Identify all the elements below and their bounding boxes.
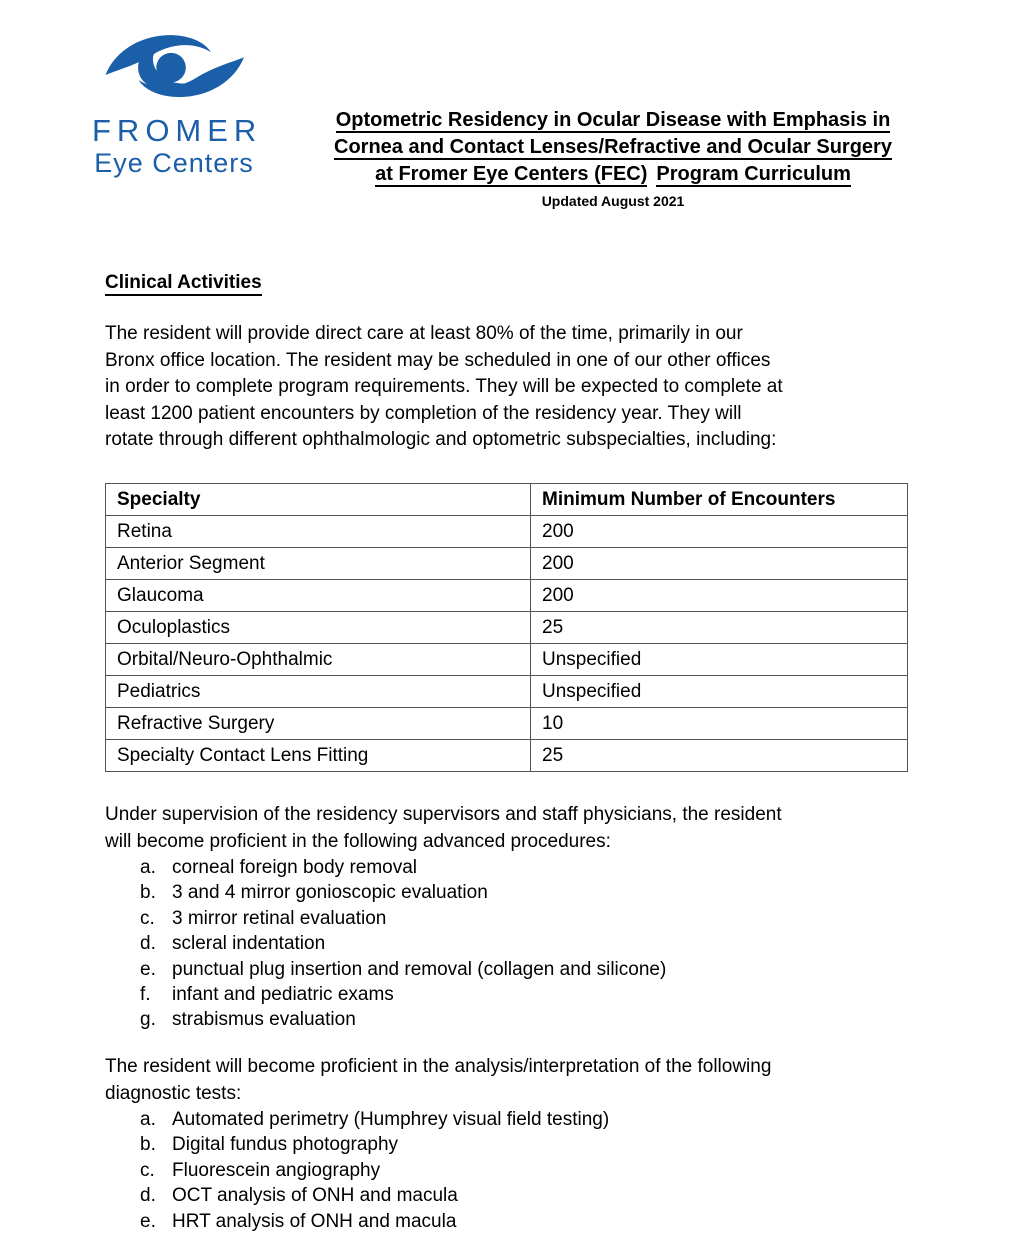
minimum-cell: 10 xyxy=(531,708,908,740)
list-text: OCT analysis of ONH and macula xyxy=(172,1185,458,1207)
minimum-cell: Unspecified xyxy=(531,676,908,708)
list-item xyxy=(140,1158,609,1183)
minimum-cell: 200 xyxy=(531,516,908,548)
title-line-3: at Fromer Eye Centers (FEC) Program Curriculum xyxy=(375,163,851,185)
title-line-2: Cornea and Contact Lenses/Refractive and Ocular Surgery xyxy=(334,136,892,158)
list-item xyxy=(140,855,666,880)
list-text: infant and pediatric exams xyxy=(172,984,394,1006)
list-marker: g. xyxy=(140,1009,156,1031)
list-item xyxy=(140,1132,609,1157)
specialty-cell: Retina xyxy=(106,516,531,548)
table-row xyxy=(106,548,908,580)
list-text: Fluorescein angiography xyxy=(172,1159,381,1181)
list-marker: a. xyxy=(140,857,156,878)
diagnostics-intro: The resident will become proficient in the analysis/interpretation of the following diagnostic tests: xyxy=(105,1056,772,1104)
list-item xyxy=(140,906,666,931)
list-item xyxy=(140,1007,666,1032)
updated-note: Updated August 2021 xyxy=(541,193,685,209)
list-text: corneal foreign body removal xyxy=(172,857,418,878)
list-text: 3 and 4 mirror gonioscopic evaluation xyxy=(172,882,488,904)
list-marker: b. xyxy=(140,882,156,904)
list-marker: d. xyxy=(140,933,156,955)
table-row xyxy=(106,676,908,708)
table-row xyxy=(106,644,908,676)
minimum-cell: 200 xyxy=(531,580,908,612)
list-marker: c. xyxy=(140,907,155,929)
intro-paragraph: The resident will provide direct care at least 80% of the time, primarily in our Bronx office location. The resident may be scheduled in one of our other offices in order to complete program requirements. They will be expected to complete at least 1200 patient encounters by completion of the residency year. They will rotate through different ophthalmologic and optometric subspecialties, including: xyxy=(105,323,783,450)
table-row xyxy=(106,580,908,612)
list-marker: e. xyxy=(140,958,156,980)
list-text: 3 mirror retinal evaluation xyxy=(172,907,387,929)
list-item xyxy=(140,931,666,956)
specialty-cell: Specialty Contact Lens Fitting xyxy=(106,740,531,772)
list-item xyxy=(140,957,666,982)
table-row xyxy=(106,516,908,548)
list-item xyxy=(140,1183,609,1208)
minimum-cell: 200 xyxy=(531,548,908,580)
list-item xyxy=(140,982,666,1007)
specialty-cell: Orbital/Neuro-Ophthalmic xyxy=(106,644,531,676)
list-text: scleral indentation xyxy=(172,933,326,955)
list-text: Digital fundus photography xyxy=(172,1134,399,1156)
list-marker: b. xyxy=(140,1134,156,1156)
fromer-logo xyxy=(92,30,263,178)
specialty-cell: Glaucoma xyxy=(106,580,531,612)
procedures-intro: Under supervision of the residency supervisors and staff physicians, the resident will become proficient in the following advanced procedures: xyxy=(105,804,782,852)
encounters-table xyxy=(105,483,908,772)
specialty-cell: Oculoplastics xyxy=(106,612,531,644)
minimum-cell: Unspecified xyxy=(531,644,908,676)
document-title xyxy=(288,107,938,210)
table-header-specialty: Specialty xyxy=(106,484,531,516)
brand-name: FROMER xyxy=(92,113,263,148)
specialty-cell: Pediatrics xyxy=(106,676,531,708)
list-marker: e. xyxy=(140,1210,156,1232)
table-header-minimum: Minimum Number of Encounters xyxy=(531,484,908,516)
title-line-1: Optometric Residency in Ocular Disease with Emphasis in xyxy=(335,109,891,131)
minimum-cell: 25 xyxy=(531,612,908,644)
list-text: Automated perimetry (Humphrey visual field testing) xyxy=(172,1109,610,1130)
list-text: HRT analysis of ONH and macula xyxy=(172,1210,457,1232)
diagnostics-list xyxy=(140,1107,609,1234)
clinical-activities-heading: Clinical Activities xyxy=(105,272,262,294)
minimum-cell: 25 xyxy=(531,740,908,772)
list-item xyxy=(140,1209,609,1234)
specialty-cell: Refractive Surgery xyxy=(106,708,531,740)
eye-swoosh-icon xyxy=(100,30,248,100)
table-row xyxy=(106,740,908,772)
list-text: punctual plug insertion and removal (collagen and silicone) xyxy=(172,958,667,980)
list-item xyxy=(140,880,666,905)
procedures-list xyxy=(140,855,666,1033)
list-marker: c. xyxy=(140,1159,155,1181)
table-row xyxy=(106,708,908,740)
table-row xyxy=(106,612,908,644)
table-header-row xyxy=(106,484,908,516)
list-marker: f. xyxy=(140,984,151,1006)
list-item xyxy=(140,1107,609,1132)
brand-subtitle: Eye Centers xyxy=(94,148,254,178)
list-marker: a. xyxy=(140,1109,156,1130)
list-text: strabismus evaluation xyxy=(172,1009,356,1031)
list-marker: d. xyxy=(140,1185,156,1207)
specialty-cell: Anterior Segment xyxy=(106,548,531,580)
